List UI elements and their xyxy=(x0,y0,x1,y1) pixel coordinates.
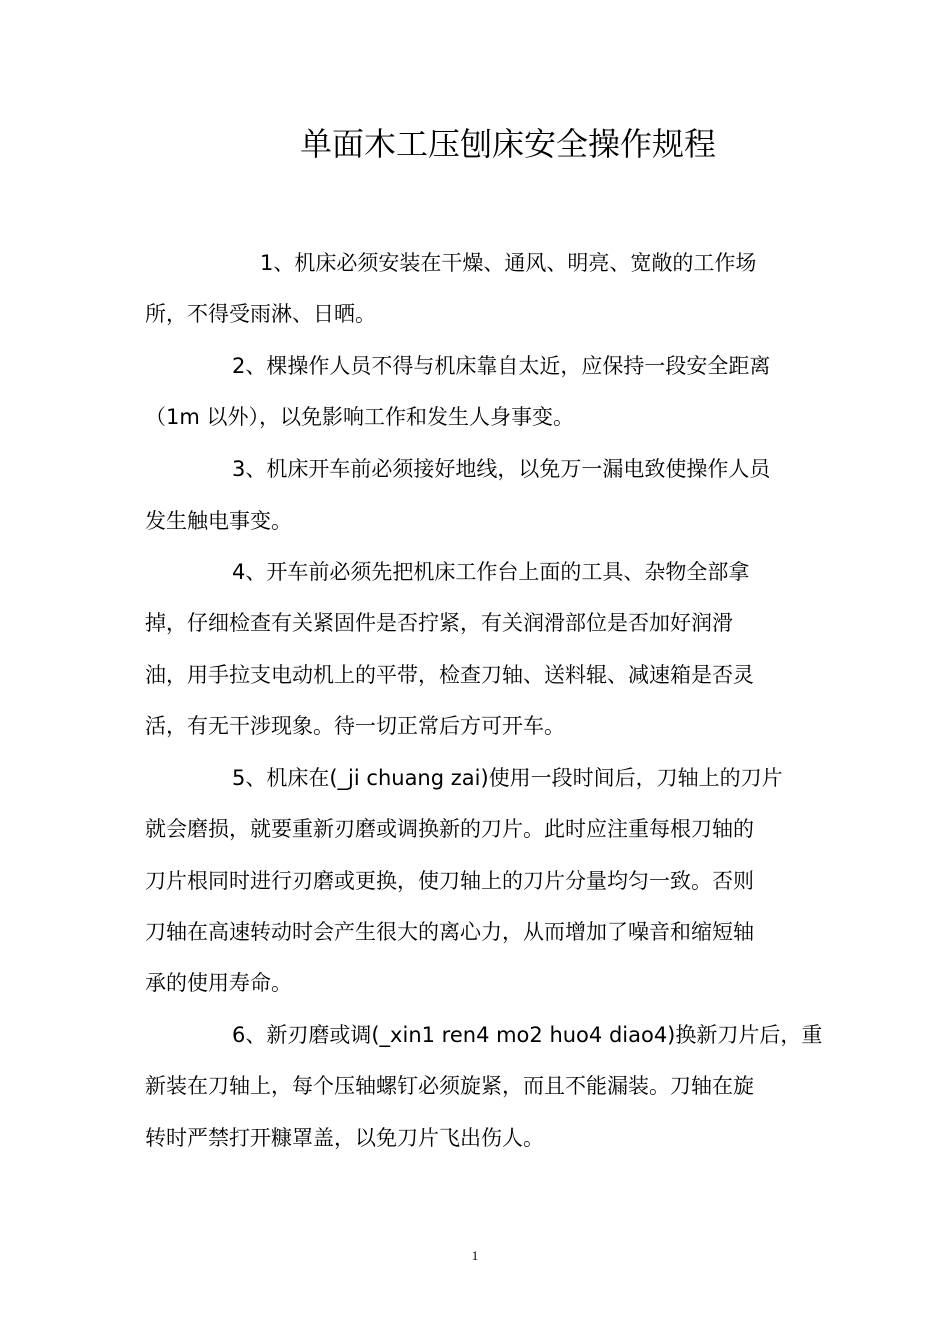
paragraph-line: 刀轴在高速转动时会产生很大的离心力，从而增加了噪音和缩短轴 xyxy=(145,920,754,944)
paragraph-line: 所，不得受雨淋、日晒。 xyxy=(145,302,376,326)
paragraph-line: 刀片根同时进行刃磨或更换，使刀轴上的刀片分量均匀一致。否则 xyxy=(145,869,754,893)
paragraph-line: 发生触电事变。 xyxy=(145,509,292,533)
paragraph-line: 就会磨损，就要重新刃磨或调换新的刀片。此时应注重每根刀轴的 xyxy=(145,817,754,841)
document-title: 单面木工压刨床安全操作规程 xyxy=(299,125,716,163)
paragraph-line: 2、棵操作人员不得与机床靠自太近，应保持一段安全距离 xyxy=(232,354,771,378)
paragraph-line: 新装在刀轴上，每个压轴螺钉必须旋紧，而且不能漏装。刀轴在旋 xyxy=(145,1074,754,1098)
paragraph-line: 转时严禁打开糠罩盖，以免刀片飞出伤人。 xyxy=(145,1126,544,1150)
paragraph-line: 3、机床开车前必须接好地线，以免万一漏电致使操作人员 xyxy=(232,457,771,481)
paragraph-line: 油，用手拉支电动机上的平带，检查刀轴、送料辊、减速箱是否灵 xyxy=(145,663,754,687)
paragraph-line: 掉，仔细检查有关紧固件是否拧紧，有关润滑部位是否加好润滑 xyxy=(145,611,733,635)
page-number: 1 xyxy=(471,1248,479,1263)
paragraph-line: 1、机床必须安装在干燥、通风、明亮、宽敞的工作场 xyxy=(260,251,757,275)
paragraph-line: 6、新刃磨或调(_xin1 ren4 mo2 huo4 diao4)换新刀片后，重 xyxy=(232,1023,823,1047)
paragraph-line: 5、机床在(_ji chuang zai)使用一段时间后，刀轴上的刀片 xyxy=(232,766,783,790)
paragraph-line: 4、开车前必须先把机床工作台上面的工具、杂物全部拿 xyxy=(232,560,750,584)
paragraph-line: 承的使用寿命。 xyxy=(145,971,292,995)
paragraph-line: （1m 以外），以免影响工作和发生人身事变。 xyxy=(145,405,574,429)
paragraph-line: 活，有无干涉现象。待一切正常后方可开车。 xyxy=(145,714,565,738)
